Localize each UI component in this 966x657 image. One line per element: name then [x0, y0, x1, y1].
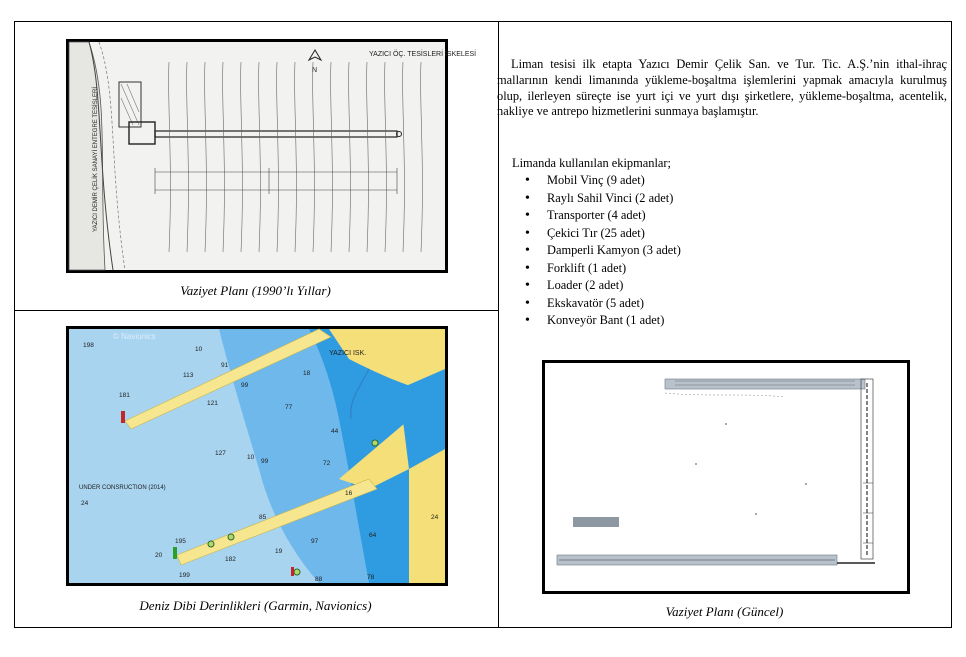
depth-sounding: 99 — [241, 382, 249, 389]
depth-sounding: 181 — [119, 392, 130, 399]
depth-site-label: YAZICI ISK. — [329, 350, 367, 357]
depth-sounding: 77 — [285, 404, 293, 411]
depth-sounding: 10 — [195, 346, 203, 353]
depth-sounding: 91 — [221, 362, 229, 369]
old-plan-side-label: YAZICI DEMİR ÇELİK SANAYİ ENTEGRE TESİSLERİ — [93, 86, 99, 232]
depth-sounding: 10 — [247, 454, 255, 461]
depth-sounding: 18 — [303, 370, 311, 377]
depth-sounding: 19 — [275, 548, 283, 555]
depth-chart-image — [66, 326, 448, 586]
list-item: • Ekskavatör (5 adet) — [505, 295, 681, 313]
depth-sounding: 198 — [83, 342, 94, 349]
depth-sounding: 199 — [179, 572, 190, 579]
depth-sounding: 99 — [261, 458, 269, 465]
old-plan-drawing — [69, 42, 477, 270]
list-item: • Damperli Kamyon (3 adet) — [505, 242, 681, 260]
intro-paragraph: Liman tesisi ilk etapta Yazıcı Demir Çelik San. ve Tur. Tic. A.Ş.’nin ithal-ihraç mallarının kendi limanında yükleme-boşaltma işlemlerini yapmak amacıyla kurulmuş olup, ilerleyen süreçte ise yurt içi ve yurt dışı şirketlere, yükleme-boşaltma, acentelik, nakliye ve antrepo hizmetlerini sunmaya başlamıştır. — [497, 57, 947, 119]
depth-chart-caption: Deniz Dibi Derinlikleri (Garmin, Navionics) — [139, 598, 372, 613]
list-item: • Mobil Vinç (9 adet) — [505, 172, 681, 190]
north-symbol: N — [312, 67, 318, 74]
depth-sounding: 16 — [345, 490, 353, 497]
current-plan-image — [542, 360, 910, 594]
old-plan-map-label: YAZICI ÖÇ. TESİSLERİ İSKELESİ — [369, 51, 477, 58]
row-divider — [15, 310, 498, 311]
depth-sounding: 64 — [369, 532, 377, 539]
depth-sounding: 24 — [431, 514, 439, 521]
depth-sounding: 195 — [175, 538, 186, 545]
navionics-watermark: © Navionics — [113, 332, 156, 341]
old-plan-caption: Vaziyet Planı (1990’lı Yıllar) — [180, 283, 331, 298]
equipment-list-heading: Limanda kullanılan ekipmanlar; — [512, 156, 671, 170]
depth-sounding: 88 — [315, 576, 323, 583]
depth-sounding: 113 — [183, 372, 194, 379]
depth-sounding: 127 — [215, 450, 226, 457]
depth-sounding: 182 — [225, 556, 236, 563]
depth-sounding: 20 — [155, 552, 163, 559]
depth-construction-label: UNDER CONSRUCTION (2014) — [79, 485, 166, 491]
list-item: • Raylı Sahil Vinci (2 adet) — [505, 190, 681, 208]
list-item: • Konveyör Bant (1 adet) — [505, 312, 681, 330]
list-item: • Çekici Tır (25 adet) — [505, 225, 681, 243]
depth-sounding: 97 — [311, 538, 319, 545]
depth-sounding: 24 — [81, 500, 89, 507]
list-item: • Forklift (1 adet) — [505, 260, 681, 278]
depth-sounding: 44 — [331, 428, 339, 435]
equipment-list — [505, 172, 681, 330]
depth-sounding: 121 — [207, 400, 218, 407]
depth-sounding: 85 — [259, 514, 267, 521]
list-item: • Transporter (4 adet) — [505, 207, 681, 225]
depth-sounding: 78 — [367, 574, 375, 581]
depth-chart-map — [69, 329, 445, 583]
current-plan-caption: Vaziyet Planı (Güncel) — [665, 604, 784, 619]
old-plan-image — [66, 39, 477, 273]
current-plan-drawing — [545, 363, 907, 591]
list-item: • Loader (2 adet) — [505, 277, 681, 295]
depth-sounding: 72 — [323, 460, 331, 467]
